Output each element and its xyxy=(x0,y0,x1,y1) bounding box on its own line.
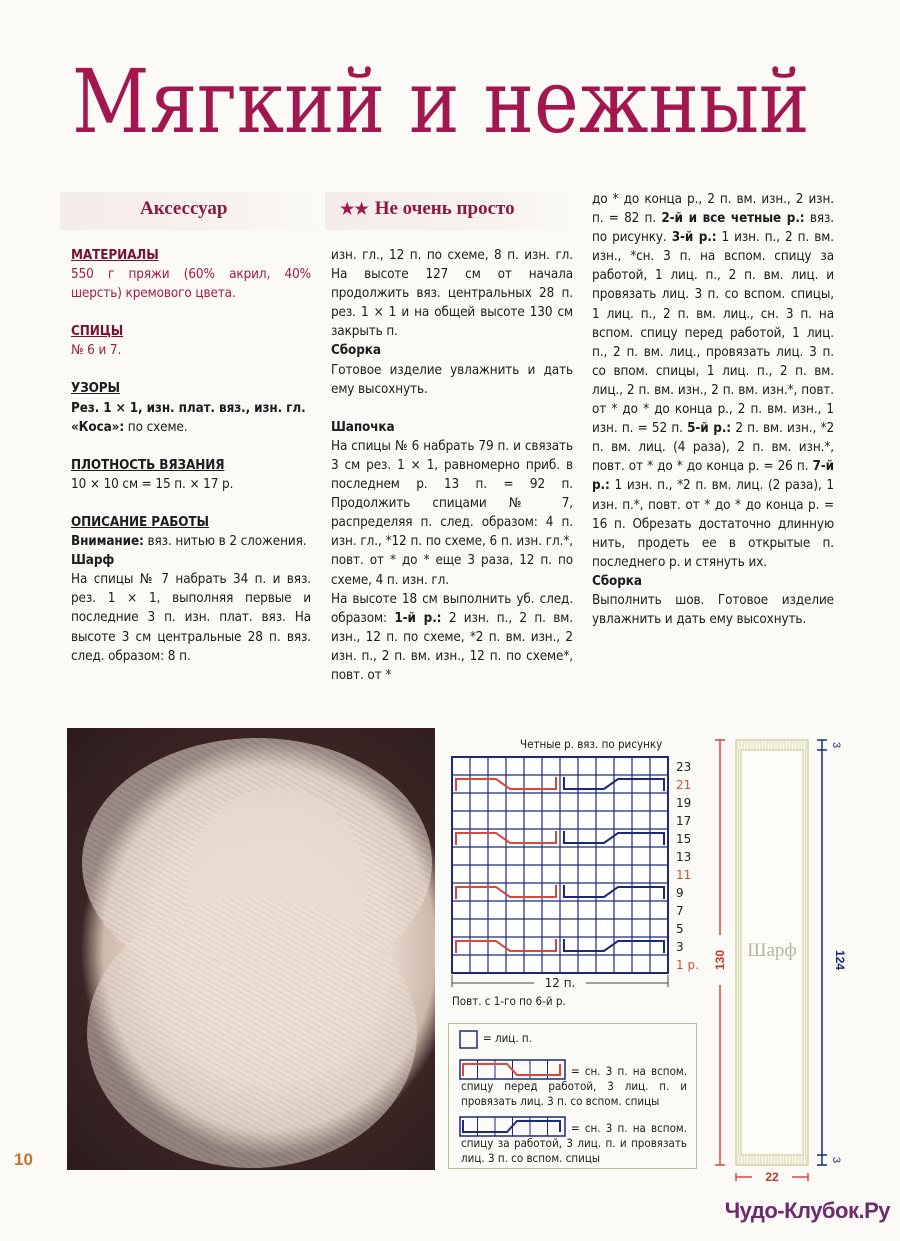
scarf-heading-text: Шарф xyxy=(71,553,115,569)
top-border-label: 3 xyxy=(830,741,842,749)
col3-text-e: 1 изн. п., *2 п. вм. лиц. (2 раза), 1 изн. п.*, повт. от * до * до конца р. = 16 п. Обрезать достаточно длинную нить, продеть ее в открытые п. последнего р. и стянуть их. xyxy=(592,478,834,570)
scarf-text-1: На спицы № 7 набрать 34 п. и вяз. рез. 1 × 1, выполняя первые и последние 3 п. изн. плат. вяз. На высоте 3 см центральные 28 п. вяз. след. образом: 8 п. xyxy=(71,572,311,664)
repeat-note: Повт. с 1-го по 6-й р. xyxy=(452,994,566,1008)
hat-assembly-text: Выполнить шов. Готовое изделие увлажнить и дать ему высохнуть. xyxy=(592,592,834,628)
hat-heading-text: Шапочка xyxy=(331,419,395,435)
hat-heading xyxy=(331,418,573,437)
description-heading: ОПИСАНИЕ РАБОТЫ xyxy=(71,514,209,530)
chart-caption: Четные р. вяз. по рисунку xyxy=(520,737,663,751)
width-label: 22 xyxy=(765,1170,779,1184)
attention-body: вяз. нитью в 2 сложения. xyxy=(143,534,307,550)
page-title: Мягкий и нежный xyxy=(72,50,810,153)
inner-height-dimension xyxy=(817,740,847,1165)
page-number: 10 xyxy=(14,1150,33,1169)
chart-row-label: 19 xyxy=(676,796,692,810)
hat-text-1: На спицы № 6 набрать 79 п. и связать 3 см рез. 1 × 1, равномерно приб. в последнем р. 13 п. = 92 п. Продолжить спицами № 7, распределяя п. след. образом: 4 п. изн. гл., *12 п. по схеме, 6 п. изн. гл.*, повт. от * до * еще 3 раза, 12 п. по схеме, 4 п. изн. гл. xyxy=(331,438,573,588)
attention-label: Внимание: xyxy=(71,534,144,550)
col3-text-a: до * до конца р., 2 п. вм. изн., 2 изн. п. = 82 п. xyxy=(592,192,834,227)
chart-row-label: 5 xyxy=(676,922,684,936)
star-icon: ★★ xyxy=(340,201,369,218)
hat-assembly-heading-text: Сборка xyxy=(592,573,642,589)
materials-text: 550 г пряжи (60% акрил, 40% шерсть) кремового цвета. xyxy=(71,267,311,302)
chart-row-label: 23 xyxy=(676,760,692,774)
chart-row-label: 1 р. xyxy=(676,958,699,972)
cable-pattern-text: по схеме. xyxy=(124,419,188,435)
attention-text xyxy=(71,532,311,551)
row7-label: 7-й р.: xyxy=(592,459,834,494)
legend-cable-front-text: = сн. 3 п. на вспом. спицу перед работой, 3 лиц. п. и провязать лиц. 3 п. со вспом. спицы xyxy=(461,1064,687,1108)
needles-text: № 6 и 7. xyxy=(71,343,122,359)
column-3 xyxy=(592,190,834,629)
column-2 xyxy=(331,246,573,685)
row2-label: 2-й и все четные р.: xyxy=(661,211,805,227)
hat-photo xyxy=(67,728,435,1170)
chart-row-label: 21 xyxy=(676,778,692,792)
chart-row-label: 17 xyxy=(676,814,692,828)
col3-text-c: 1 изн. п., 2 п. вм. изн., *сн. 3 п. на вспом. спицу за работой, 1 лиц. п., 2 п. вм. лиц. и провязать лиц. 3 п. со вспом. спицы, 1 лиц. п., 2 п. вм. лиц., сн. 3 п. на вспом. спицу перед работой, 1 лиц. п., 2 п. вм. лиц., провязать лиц. 3 п. со впом. спицы, 1 лиц. п., 2 п. вм. лиц., 2 п. вм. изн., 2 п. вм. изн.*, повт. от * до * до конца р., 2 п. вм. изн., 1 изн. п. = 52 п. xyxy=(592,230,834,437)
column-1 xyxy=(71,246,311,666)
legend-cable-back-text: = сн. 3 п. на вспом. спицу за работой, 3 лиц. п. и провязать лиц. 3 п. со вспом. спицы xyxy=(461,1121,687,1165)
gauge-text: 10 × 10 см = 15 п. × 17 р. xyxy=(71,476,234,492)
chart-row-label: 11 xyxy=(676,868,692,882)
watermark: Чудо-Клубок.Ру xyxy=(724,1198,890,1223)
cable-pattern-label: «Коса»: xyxy=(71,419,125,435)
col3-text-d: 2 п. вм. изн., *2 п. вм. лиц. (4 раза), 2 п. вм. изн.*, повт. от * до * до конца р. = 26 п. xyxy=(592,421,835,475)
difficulty-text: Не очень просто xyxy=(374,198,515,219)
scarf-label: Шарф xyxy=(747,940,797,961)
patterns-heading: УЗОРЫ xyxy=(71,381,120,397)
hat-assembly-heading xyxy=(592,572,834,591)
patterns-line-1: Рез. 1 × 1, изн. плат. вяз., изн. гл. xyxy=(71,400,306,416)
knit-symbol xyxy=(460,1031,477,1048)
chart-row-label: 9 xyxy=(676,886,684,900)
hat-text-2a: На высоте 18 см выполнить уб. след. образом: xyxy=(331,591,573,626)
patterns-line-2 xyxy=(71,418,311,437)
hat-text-2 xyxy=(331,590,573,685)
width-dimension xyxy=(736,1170,808,1184)
chart-row-label: 15 xyxy=(676,832,692,846)
inner-height-label: 124 xyxy=(833,949,847,971)
scarf-assembly-heading xyxy=(331,341,573,360)
total-height-label: 130 xyxy=(713,949,727,971)
gauge-heading: ПЛОТНОСТЬ ВЯЗАНИЯ xyxy=(71,457,225,473)
scarf-assembly-heading-text: Сборка xyxy=(331,343,381,359)
knitting-chart xyxy=(440,750,700,995)
bottom-border-label: 3 xyxy=(830,1156,842,1164)
row5-label: 5-й р.: xyxy=(687,421,732,437)
difficulty-label xyxy=(340,198,515,220)
needles-heading: СПИЦЫ xyxy=(71,324,124,340)
materials-heading: МАТЕРИАЛЫ xyxy=(71,248,159,263)
hat-row1-label: 1-й р.: xyxy=(394,610,442,626)
scarf-assembly-text: Готовое изделие увлажнить и дать ему высохнуть. xyxy=(331,362,573,397)
row3-label: 3-й р.: xyxy=(671,230,717,246)
scarf-heading xyxy=(71,551,311,570)
col3-text-b: вяз. по рисунку. xyxy=(592,211,835,246)
scarf-schematic xyxy=(700,730,860,1185)
legend-box xyxy=(448,1023,697,1169)
scarf-text-2: изн. гл., 12 п. по схеме, 8 п. изн. гл. На высоте 127 см от начала продолжить вяз. центральных 28 п. рез. 1 × 1 и на общей высоте 130 см закрыть п. xyxy=(331,248,573,340)
chart-row-label: 7 xyxy=(676,904,684,918)
hat-decrease-text xyxy=(592,190,834,572)
scarf-rib-bottom xyxy=(737,1155,807,1164)
chart-row-label: 3 xyxy=(676,940,684,954)
chart-width-label: 12 п. xyxy=(544,976,576,990)
category-label: Аксессуар xyxy=(140,198,228,219)
total-height-dimension xyxy=(713,740,727,1165)
legend-knit-text: = лиц. п. xyxy=(483,1031,532,1045)
scarf-rib-top xyxy=(737,741,807,750)
chart-row-label: 13 xyxy=(676,850,692,864)
hat-text-2b: 2 изн. п., 2 п. вм. изн., 12 п. по схеме, *2 п. вм. изн., 2 изн. п., 2 п. вм. изн., 12 п. по схеме*, повт. от * xyxy=(331,610,573,683)
